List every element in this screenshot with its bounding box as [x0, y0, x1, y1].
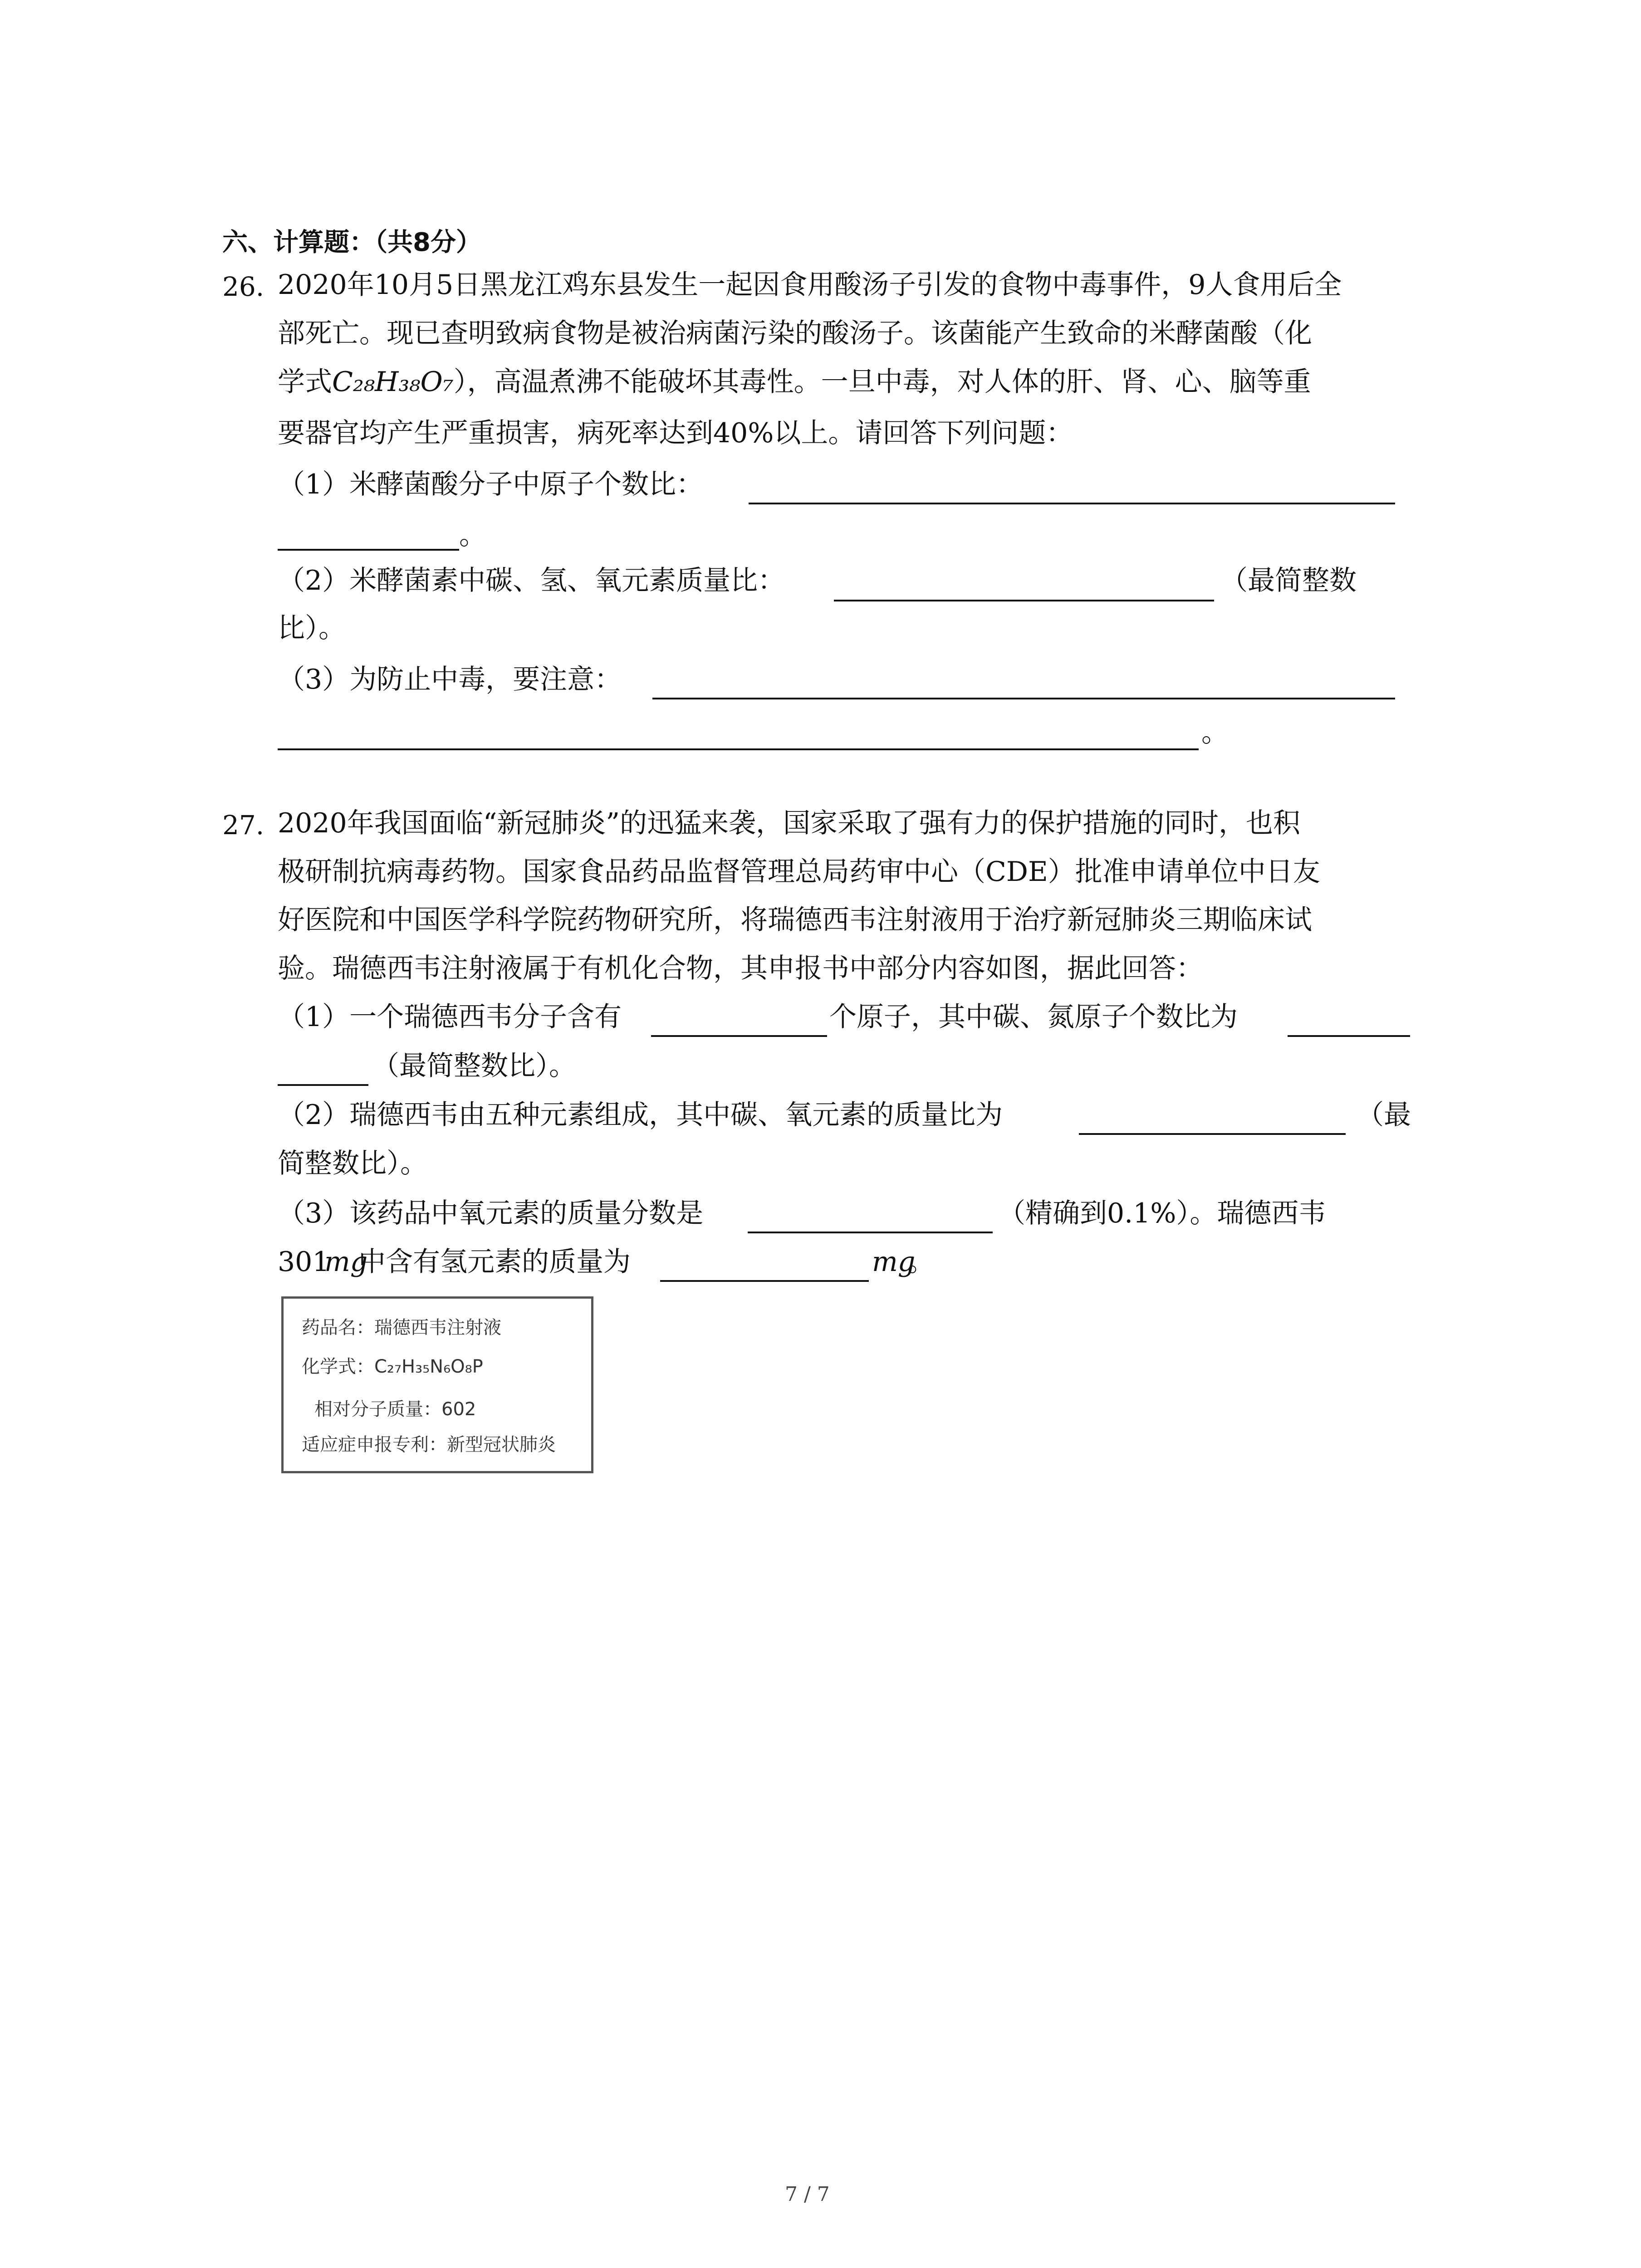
q26-part3-end: 。	[1201, 717, 1229, 748]
q27-part3-c-end: 。	[907, 1246, 935, 1278]
q27-part2-a: （2）瑞德西韦由五种元素组成，其中碳、氧元素的质量比为	[278, 1099, 1003, 1131]
drug-formula-line: 化学式：C₂₇H₃₅N₆O₈P	[302, 1356, 483, 1377]
q27-part1-blank2-cont[interactable]	[278, 1084, 368, 1086]
q27-part2-c: 简整数比）。	[278, 1148, 427, 1179]
q26-part1-end: 。	[459, 519, 486, 551]
q26-part2-cont: 比）。	[278, 612, 346, 644]
q27-part3-b: （精确到0.1%）。瑞德西韦	[998, 1198, 1326, 1229]
q27-part2-blank[interactable]	[1079, 1133, 1346, 1135]
q26-part1-label: （1）米酵菌酸分子中原子个数比：	[278, 469, 704, 500]
q26-part3-blank-cont[interactable]	[278, 748, 1199, 750]
q27-line4: 验。瑞德西韦注射液属于有机化合物，其申报书中部分内容如图，据此回答：	[278, 953, 1203, 984]
drug-mass-line: 相对分子质量：602	[314, 1399, 476, 1420]
q26-part3-label: （3）为防止中毒，要注意：	[278, 664, 622, 695]
q26-line3-pre: 学式	[278, 366, 332, 398]
q26-part3-blank[interactable]	[652, 698, 1395, 699]
q27-line1: 2020年我国面临“新冠肺炎”的迅猛来袭，国家采取了强有力的保护措施的同时，也积	[278, 807, 1301, 839]
drug-indication-line: 适应症申报专利：新型冠状肺炎	[302, 1434, 556, 1455]
page-number: 7 / 7	[785, 2183, 830, 2206]
q26-line2: 部死亡。现已查明致病食物是被治病菌污染的酸汤子。该菌能产生致命的米酵菌酸（化	[278, 318, 1312, 349]
q27-part3-c-unit: mg	[324, 1246, 368, 1278]
q26-line4: 要器官均产生严重损害，病死率达到40%以上。请回答下列问题：	[278, 417, 1073, 449]
q27-part1-blank1[interactable]	[651, 1035, 827, 1037]
q27-part3-c-unit2: mg	[872, 1246, 916, 1278]
q26-line3	[278, 368, 1311, 396]
q27-part3-c-text: 中含有氢元素的质量为	[358, 1246, 631, 1278]
q27-number: 27.	[222, 810, 265, 841]
q27-part1-b: 个原子，其中碳、氮原子个数比为	[829, 1001, 1238, 1033]
q27-part3-blank2[interactable]	[660, 1280, 869, 1282]
q26-number: 26.	[222, 271, 265, 302]
drug-info-box	[281, 1296, 593, 1473]
drug-name-line: 药品名：瑞德西韦注射液	[302, 1317, 501, 1338]
section-title: 六、计算题：（共8分）	[222, 228, 481, 257]
q27-line3: 好医院和中国医学科学院药物研究所，将瑞德西韦注射液用于治疗新冠肺炎三期临床试	[278, 904, 1312, 936]
q26-line3-post: ），高温煮沸不能破坏其毒性。一旦中毒，对人体的肝、肾、心、脑等重	[453, 366, 1311, 398]
q27-part3-blank1[interactable]	[748, 1232, 993, 1233]
q26-line1: 2020年10月5日黑龙江鸡东县发生一起因食用酸汤子引发的食物中毒事件，9人食用后全	[278, 269, 1342, 301]
q26-part1-blank-cont[interactable]	[278, 549, 459, 551]
q26-part1-blank[interactable]	[749, 503, 1395, 504]
q27-part3-c-num: 301	[278, 1246, 330, 1278]
q27-line2: 极研制抗病毒药物。国家食品药品监督管理总局药审中心（CDE）批准申请单位中日友	[278, 856, 1320, 888]
q26-part2-blank[interactable]	[834, 600, 1214, 601]
q26-part2-tail: （最简整数	[1220, 565, 1357, 596]
q26-part2-label: （2）米酵菌素中碳、氢、氧元素质量比：	[278, 565, 785, 596]
q27-part1-c: （最简整数比）。	[372, 1050, 576, 1082]
q27-part2-b: （最	[1357, 1099, 1411, 1131]
q26-formula: C₂₈H₃₈O₇	[332, 366, 454, 398]
q27-part1-a: （1）一个瑞德西韦分子含有	[278, 1001, 622, 1033]
q27-part1-blank2[interactable]	[1288, 1035, 1410, 1037]
q27-part3-a: （3）该药品中氧元素的质量分数是	[278, 1198, 704, 1229]
